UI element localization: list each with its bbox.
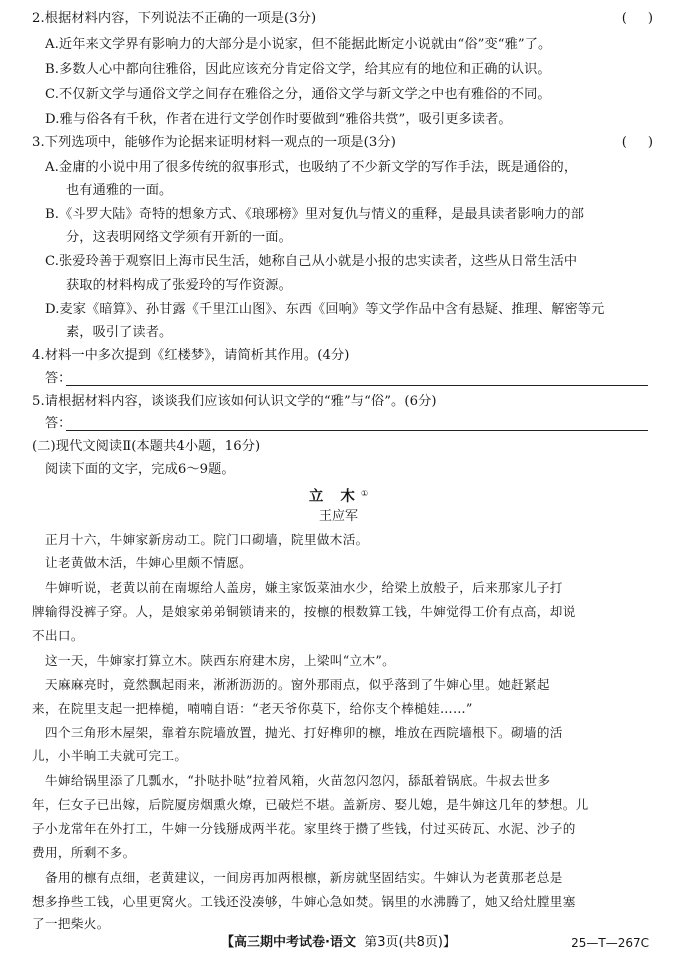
q3-option-b-line2: 分，这表明网络文学须有开新的一面。 bbox=[66, 230, 292, 245]
footer-exam-name: 【高三期中考试卷·语文 bbox=[221, 935, 356, 950]
story-line: 费用，所剩不多。 bbox=[32, 845, 136, 860]
q5-answer-line[interactable] bbox=[66, 430, 648, 431]
footer-page-number: 第3页(共8页)】 bbox=[364, 935, 456, 950]
story-line: 这一天，牛婶家打算立木。陕西东府建木房，上梁叫“立木”。 bbox=[45, 653, 396, 668]
footnote-mark: ① bbox=[360, 489, 369, 498]
q3-stem: 3.下列选项中，能够作为论据来证明材料一观点的一项是(3分) bbox=[32, 135, 396, 150]
story-line: 不出口。 bbox=[32, 628, 84, 643]
q2-answer-bracket: ( ) bbox=[621, 11, 653, 26]
q2-option-b: B.多数人心中都向往雅俗，因此应该充分肯定俗文学，给其应有的地位和正确的认识。 bbox=[45, 62, 551, 77]
story-line: 儿，小半晌工夫就可完工。 bbox=[32, 748, 188, 763]
q3-option-b-line1: B.《斗罗大陆》奇特的想象方式、《琅琊榜》里对复仇与情义的重释，是最具读者影响力的部 bbox=[45, 207, 584, 222]
q4-answer-label: 答： bbox=[45, 371, 72, 386]
q2-stem: 2.根据材料内容，下列说法不正确的一项是(3分) bbox=[32, 11, 317, 26]
section2-heading: (二)现代文阅读Ⅱ(本题共4小题，16分) bbox=[32, 439, 261, 454]
q5-answer-label: 答： bbox=[45, 416, 72, 431]
q3-option-c-line1: C.张爱玲善于观察旧上海市民生活，她称自己从小就是小报的忠实读者，这些从日常生活中 bbox=[45, 254, 578, 269]
q5-stem: 5.请根据材料内容，谈谈我们应该如何认识文学的“雅”与“俗”。(6分) bbox=[32, 394, 437, 409]
story-line: 牌输得没裤子穿。人，是娘家弟弟铜锁请来的，按檩的根数算工钱，牛婶觉得工价有点高，却说 bbox=[32, 604, 576, 619]
q3-option-d-line1: D.麦家《暗算》、孙甘露《千里江山图》、东西《回响》等文学作品中含有悬疑、推理、解密等元 bbox=[45, 302, 605, 317]
story-line: 想多挣些工钱，心里更窝火。工钱还没凑够，牛婶心急如焚。锅里的水沸腾了，她又给灶膛里塞 bbox=[32, 894, 576, 909]
q2-option-a: A.近年来文学界有影响力的大部分是小说家，但不能据此断定小说就由“俗”变“雅”了。 bbox=[45, 37, 552, 52]
story-line: 牛婶听说，老黄以前在南塬给人盖房，嫌主家饭菜油水少，给梁上放般子，后来那家儿子打 bbox=[45, 580, 563, 595]
story-line: 天麻麻亮时，竟然飘起雨来，淅淅沥沥的。窗外那雨点，似乎落到了牛婶心里。她赶紧起 bbox=[45, 677, 550, 692]
q2-option-d: D.雅与俗各有千秋，作者在进行文学创作时要做到“雅俗共赏”，吸引更多读者。 bbox=[45, 112, 512, 127]
q3-answer-bracket: ( ) bbox=[621, 135, 653, 150]
story-line: 让老黄做木活，牛婶心里颇不情愿。 bbox=[45, 555, 253, 570]
story-line: 备用的檩有点细，老黄建议，一间房再加两根檩，新房就坚固结实。牛婶认为老黄那老总是 bbox=[45, 870, 563, 885]
story-line: 正月十六，牛婶家新房动工。院门口砌墙，院里做木活。 bbox=[45, 532, 369, 547]
q3-option-a-line1: A.金庸的小说中用了很多传统的叙事形式，也吸纳了不少新文学的写作手法，既是通俗的， bbox=[45, 160, 578, 175]
story-title: 立 木① bbox=[308, 488, 369, 505]
q3-option-a-line2: 也有通雅的一面。 bbox=[66, 183, 173, 198]
section2-instruction: 阅读下面的文字，完成6～9题。 bbox=[45, 462, 235, 477]
footer-exam-code: 25—T—267C bbox=[571, 936, 649, 950]
q2-option-c: C.不仅新文学与通俗文学之间存在雅俗之分，通俗文学与新文学之中也有雅俗的不同。 bbox=[45, 87, 551, 102]
page-footer bbox=[0, 932, 677, 954]
story-line: 牛婶给锅里添了几瓢水，“扑哒扑哒”拉着风箱，火苗忽闪忽闪，舔舐着锅底。牛叔去世多 bbox=[45, 773, 551, 788]
q3-option-d-line2: 素，吸引了读者。 bbox=[66, 325, 173, 340]
story-line: 年，仨女子已出嫁，后院厦房烟熏火燎，已破烂不堪。盖新房、娶儿媳，是牛婶这几年的梦想。儿 bbox=[32, 797, 589, 812]
story-line: 子小龙常年在外打工，牛婶一分钱掰成两半花。家里终于攒了些钱，付过买砖瓦、水泥、沙子的 bbox=[32, 821, 576, 836]
story-line: 了一把柴火。 bbox=[32, 916, 110, 931]
story-line: 来，在院里支起一把棒槌，喃喃自语：“老天爷你莫下，给你支个棒槌娃……” bbox=[32, 701, 473, 716]
story-line: 四个三角形木屋架，靠着东院墙放置，抛光、打好榫卯的檩，堆放在西院墙根下。砌墙的活 bbox=[45, 725, 563, 740]
q3-option-c-line2: 获取的材料构成了张爱玲的写作资源。 bbox=[66, 278, 292, 293]
q4-answer-line[interactable] bbox=[66, 385, 648, 386]
q4-stem: 4.材料一中多次提到《红楼梦》，请简析其作用。(4分) bbox=[32, 348, 350, 363]
story-author: 王应军 bbox=[318, 509, 358, 524]
